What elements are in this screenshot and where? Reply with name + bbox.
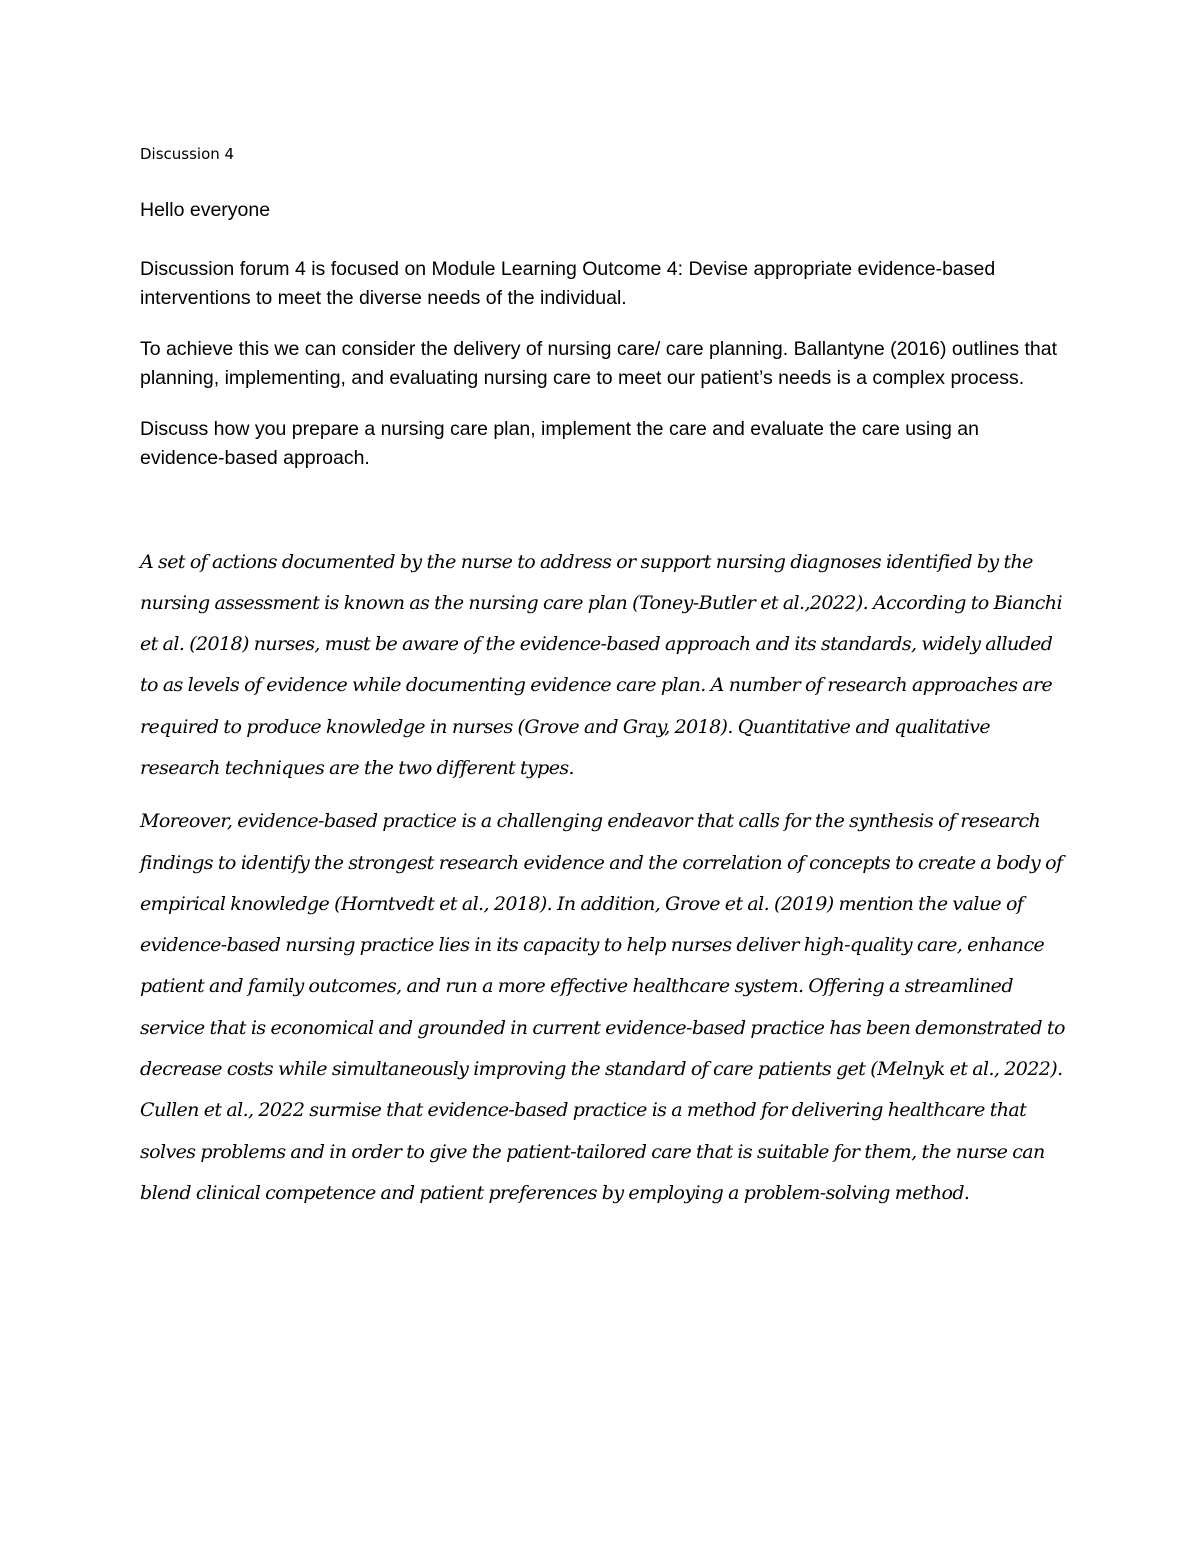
discussion-prompt	[140, 196, 1065, 474]
prompt-paragraph: Discuss how you prepare a nursing care plan, implement the care and evaluate the care using an evidence-based approach.	[140, 417, 979, 469]
document-body	[140, 142, 1065, 1226]
prompt-paragraph: Discussion forum 4 is focused on Module Learning Outcome 4: Devise appropriate evidence-based interventions to meet the diverse needs of the individual.	[140, 257, 996, 309]
discussion-response	[140, 542, 1065, 1215]
response-paragraph: Moreover, evidence-based practice is a challenging endeavor that calls for the synthesis of research findings to identify the strongest research evidence and the correlation of concepts to create a body of empirical knowledge (Horntvedt et al., 2018). In addition, Grove et al. (2019) mention the value of evidence-based nursing practice lies in its capacity to help nurses deliver high-quality care, enhance patient and family outcomes, and run a more effective healthcare system. Offering a streamlined service that is economical and grounded in current evidence-based practice has been demonstrated to decrease costs while simultaneously improving the standard of care patients get (Melnyk et al., 2022). Cullen et al., 2022 surmise that evidence-based practice is a method for delivering healthcare that solves problems and in order to give the patient-tailored care that is suitable for them, the nurse can blend clinical competence and patient preferences by employing a problem-solving method.	[140, 810, 1065, 1204]
response-paragraph: A set of actions documented by the nurse to address or support nursing diagnoses identified by the nursing assessment is known as the nursing care plan (Toney-Butler et al.,2022). According to Bianchi et al. (2018) nurses, must be aware of the evidence-based approach and its standards, widely alluded to as levels of evidence while documenting evidence care plan. A number of research approaches are required to produce knowledge in nurses (Grove and Gray, 2018). Quantitative and qualitative research techniques are the two different types.	[140, 550, 1062, 779]
document-heading: Discussion 4	[140, 145, 235, 163]
prompt-paragraph: To achieve this we can consider the delivery of nursing care/ care planning. Ballantyne (2016) outlines that planning, implementing, and evaluating nursing care to meet our patient’s needs is a complex process.	[140, 337, 1058, 389]
greeting-text: Hello everyone	[140, 199, 271, 221]
